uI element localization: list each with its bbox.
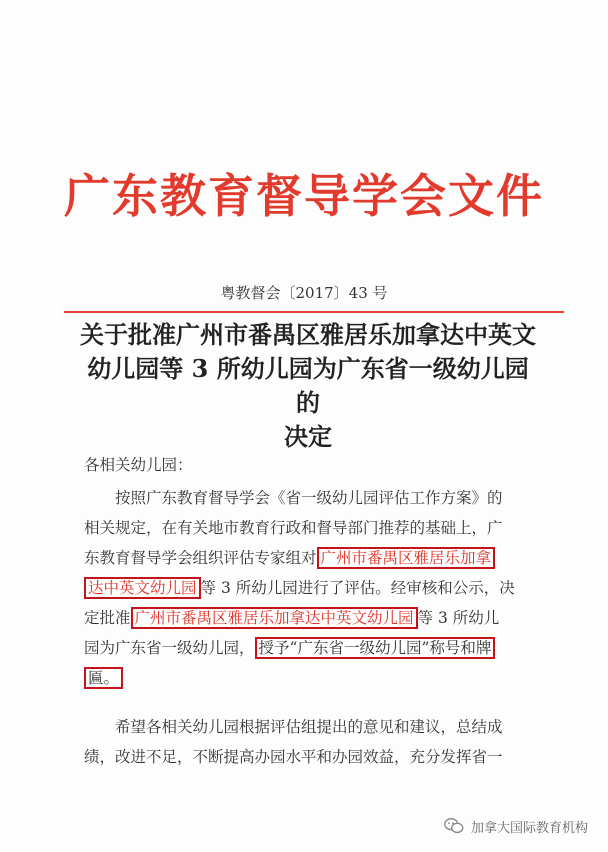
p1-line-3-text: 东教育督导学会组织评估专家组对 bbox=[84, 549, 317, 567]
paragraph-2 bbox=[84, 712, 528, 772]
wechat-icon bbox=[443, 815, 465, 837]
p2-line-2: 绩，改进不足，不断提高办园水平和办园效益，充分发挥省一 bbox=[84, 748, 503, 766]
p1-line-6 bbox=[84, 633, 528, 663]
header-divider bbox=[64, 311, 564, 313]
p1-line-5-text-a: 定批准 bbox=[84, 609, 131, 627]
p1-line-5 bbox=[84, 603, 528, 633]
document-header-title: 广东教育督导学会文件 bbox=[64, 169, 544, 223]
p1-line-5-text-b: 等 3 所幼儿 bbox=[417, 609, 500, 627]
highlight-award-title-b: 匾。 bbox=[84, 667, 123, 689]
p1-line-4-text: 等 3 所幼儿园进行了评估。经审核和公示，决 bbox=[200, 579, 515, 597]
title-line-1: 关于批准广州市番禺区雅居乐加拿达中英文 bbox=[80, 320, 536, 349]
document-number: 粤教督会〔2017〕43 号 bbox=[220, 284, 388, 302]
salutation: 各相关幼儿园： bbox=[84, 456, 193, 474]
p1-line-6-text: 园为广东省一级幼儿园， bbox=[84, 639, 255, 657]
paragraph-1 bbox=[84, 483, 528, 693]
p1-line-7 bbox=[84, 663, 528, 693]
highlight-kindergarten-name-1b: 达中英文幼儿园 bbox=[84, 577, 201, 599]
p1-line-4 bbox=[84, 573, 528, 603]
highlight-kindergarten-name-1a: 广州市番禺区雅居乐加拿 bbox=[317, 547, 496, 569]
p2-line-1: 希望各相关幼儿园根据评估组提出的意见和建议，总结成 bbox=[115, 718, 503, 736]
title-line-3: 决定 bbox=[284, 422, 332, 451]
highlight-award-title-a: 授予“广东省一级幼儿园”称号和牌 bbox=[255, 637, 496, 659]
title-line-2: 幼儿园等 3 所幼儿园为广东省一级幼儿园的 bbox=[87, 354, 529, 417]
highlight-kindergarten-name-2: 广州市番禺区雅居乐加拿达中英文幼儿园 bbox=[131, 607, 418, 629]
p1-line-1: 按照广东教育督导学会《省一级幼儿园评估工作方案》的 bbox=[115, 489, 503, 507]
footer-brand: 加拿大国际教育机构 bbox=[470, 820, 588, 836]
p1-line-3 bbox=[84, 543, 528, 573]
p1-line-2: 相关规定，在有关地市教育行政和督导部门推荐的基础上，广 bbox=[84, 519, 503, 537]
document-title bbox=[78, 318, 538, 454]
footer-watermark bbox=[443, 815, 588, 837]
